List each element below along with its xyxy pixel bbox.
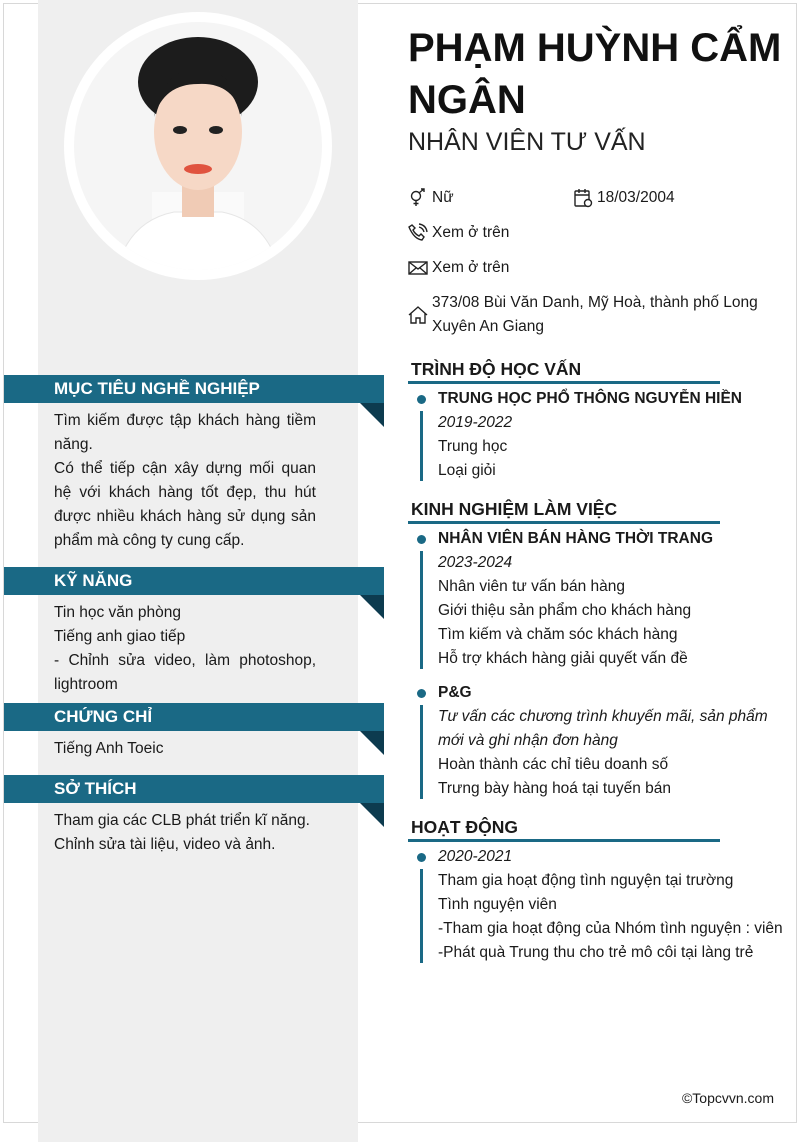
email-icon xyxy=(408,258,428,278)
birthday-row xyxy=(573,186,675,210)
phone-value: Xem ở trên xyxy=(432,224,510,241)
education-period: 2019-2022 xyxy=(438,414,513,431)
job-period: 2023-2024 xyxy=(438,554,513,571)
job-name: P&G xyxy=(438,684,472,701)
skills-heading: KỸ NĂNG xyxy=(4,567,384,595)
activity-line: -Tham gia hoạt động của Nhóm tình nguyện : viên xyxy=(438,920,783,937)
email-row xyxy=(408,256,509,280)
objective-text xyxy=(54,409,316,553)
hobby-line: Chỉnh sửa tài liệu, video và ảnh. xyxy=(54,836,276,853)
objective-heading: MỤC TIÊU NGHỀ NGHIỆP xyxy=(4,375,384,403)
address-row xyxy=(408,291,778,339)
gender-value: Nữ xyxy=(432,189,454,206)
education-line: Loại giỏi xyxy=(438,462,496,479)
experience-timeline xyxy=(420,527,790,801)
home-icon xyxy=(408,305,428,325)
activities-timeline xyxy=(420,845,790,965)
hobbies-heading: SỞ THÍCH xyxy=(4,775,384,803)
skill-line: - Chỉnh sửa video, làm photoshop, lightroom xyxy=(54,652,316,693)
job-name: NHÂN VIÊN BÁN HÀNG THỜI TRANG xyxy=(438,530,713,547)
job-line: Tìm kiếm và chăm sóc khách hàng xyxy=(438,626,678,643)
job-item xyxy=(420,681,790,801)
activity-line: Tham gia hoạt động tình nguyện tại trường xyxy=(438,872,734,889)
hobbies-text xyxy=(54,809,316,857)
job-line: Trưng bày hàng hoá tại tuyến bán xyxy=(438,780,671,797)
education-line: Trung học xyxy=(438,438,508,455)
activity-line: Tình nguyện viên xyxy=(438,896,557,913)
job-line: Nhân viên tư vấn bán hàng xyxy=(438,578,626,595)
objective-line: Tìm kiếm được tập khách hàng tiềm năng. xyxy=(54,412,316,453)
experience-heading: KINH NGHIỆM LÀM VIỆC xyxy=(408,497,720,524)
birthday-value: 18/03/2004 xyxy=(597,189,675,206)
candidate-position: NHÂN VIÊN TƯ VẤN xyxy=(408,128,646,156)
activity-period: 2020-2021 xyxy=(438,848,513,865)
skills-text xyxy=(54,601,316,697)
skill-line: Tin học văn phòng xyxy=(54,604,181,621)
address-value: 373/08 Bùi Văn Danh, Mỹ Hoà, thành phố Long Xuyên An Giang xyxy=(432,294,758,335)
education-item xyxy=(420,387,790,483)
cert-line: Tiếng Anh Toeic xyxy=(54,740,164,757)
footer-credit: ©Topcvvn.com xyxy=(681,1090,774,1106)
hobby-line: Tham gia các CLB phát triển kĩ năng. xyxy=(54,812,310,829)
gender-row xyxy=(408,186,454,210)
job-line: Giới thiệu sản phẩm cho khách hàng xyxy=(438,602,692,619)
education-heading: TRÌNH ĐỘ HỌC VẤN xyxy=(408,357,720,384)
certs-text xyxy=(54,737,316,761)
job-item xyxy=(420,527,790,671)
gender-icon xyxy=(408,188,428,208)
job-period: Tư vấn các chương trình khuyến mãi, sản phẩm mới và ghi nhận đơn hàng xyxy=(438,708,768,749)
calendar-icon xyxy=(573,188,593,208)
activity-item xyxy=(420,845,790,965)
job-line: Hỗ trợ khách hàng giải quyết vấn đề xyxy=(438,650,688,667)
phone-icon xyxy=(408,223,428,243)
school-name: TRUNG HỌC PHỔ THÔNG NGUYỄN HIỀN xyxy=(438,390,742,407)
email-value: Xem ở trên xyxy=(432,259,510,276)
phone-row xyxy=(408,221,509,245)
profile-photo xyxy=(64,12,332,280)
activities-heading: HOẠT ĐỘNG xyxy=(408,815,720,842)
education-timeline xyxy=(420,387,790,483)
objective-line: Có thể tiếp cận xây dựng mối quan hệ với khách hàng tốt đẹp, thu hút được nhiều khách hàng sử dụng sản phẩm mà công ty cung cấp. xyxy=(54,460,316,549)
candidate-name: PHẠM HUỲNH CẨM NGÂN xyxy=(408,26,782,122)
certs-heading: CHỨNG CHỈ xyxy=(4,703,384,731)
activity-line: -Phát quà Trung thu cho trẻ mô côi tại làng trẻ xyxy=(438,944,754,961)
skill-line: Tiếng anh giao tiếp xyxy=(54,628,186,645)
job-line: Hoàn thành các chỉ tiêu doanh số xyxy=(438,756,669,773)
